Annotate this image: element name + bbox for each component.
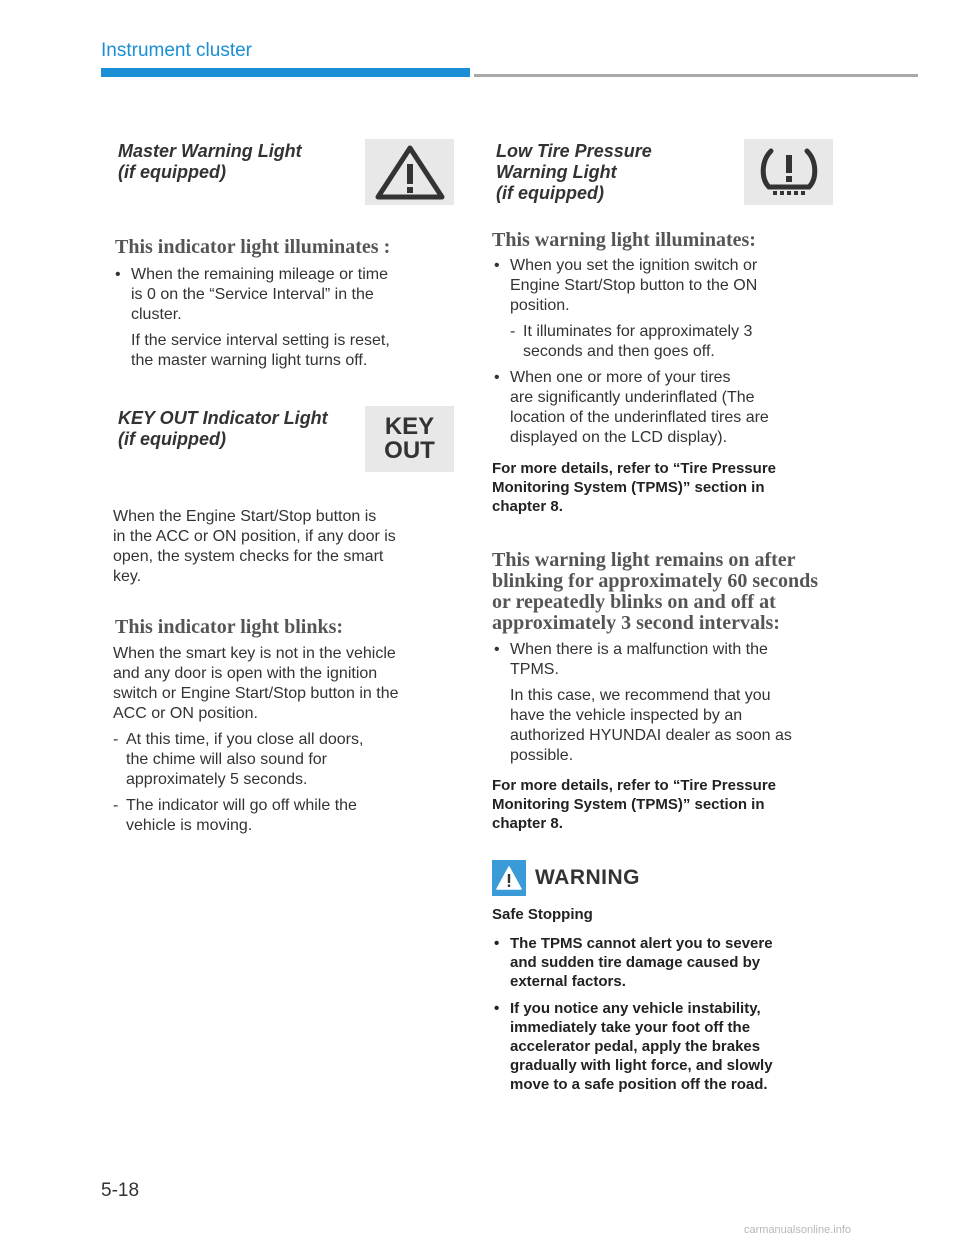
header-rule-accent bbox=[101, 68, 470, 77]
keyout-paragraph: When the Engine Start/Stop button is in the ACC or ON position, if any door is open, the system checks for the smart key. bbox=[113, 508, 396, 585]
watermark: carmanualsonline.info bbox=[744, 1224, 852, 1236]
list-item: • If you notice any vehicle instability, immediately take your foot off the accelerator pedal, apply the brakes gradually with light force, and slowly move to a safe position off the road. bbox=[492, 999, 837, 1094]
keyout-icon-line1: KEY bbox=[384, 413, 435, 440]
list-item: • When you set the ignition switch or Engine Start/Stop button to the ON position. bbox=[492, 256, 837, 316]
header-rule bbox=[474, 74, 918, 77]
warning-subtitle: Safe Stopping bbox=[492, 906, 593, 923]
master-warning-title: Master Warning Light (if equipped) bbox=[118, 141, 302, 182]
tpms-list bbox=[492, 256, 837, 448]
warning-header bbox=[492, 860, 640, 896]
warning-list bbox=[492, 934, 837, 1094]
tpms-reference-2: For more details, refer to “Tire Pressure Monitoring System (TPMS)” section in chapter 8. bbox=[492, 777, 776, 832]
list-item: - The indicator will go off while the vehicle is moving. bbox=[113, 797, 357, 834]
master-warning-icon-box bbox=[365, 139, 454, 205]
warning-triangle-icon bbox=[495, 865, 523, 891]
tpms-reference: For more details, refer to “Tire Pressure Monitoring System (TPMS)” section in chapter 8. bbox=[492, 460, 776, 515]
tpms-blinking-heading: This warning light remains on after blinking for approximately 60 seconds or repeatedly blinks on and off at approximately 3 second intervals: bbox=[492, 549, 818, 634]
section-title: Instrument cluster bbox=[101, 40, 252, 61]
warning-triangle-icon bbox=[375, 144, 445, 200]
list-item: • When there is a malfunction with the TPMS. bbox=[492, 640, 837, 680]
tpms-recommendation: In this case, we recommend that you have the vehicle inspected by an authorized HYUNDAI dealer as soon as possible. bbox=[510, 687, 792, 764]
warning-label: WARNING bbox=[535, 866, 640, 889]
list-item: • When the remaining mileage or time is 0 on the “Service Interval” in the cluster. bbox=[113, 265, 463, 325]
master-bullet-list bbox=[113, 265, 463, 371]
keyout-paragraph2: When the smart key is not in the vehicle and any door is open with the ignition switch or Engine Start/Stop button in the ACC or ON position. bbox=[113, 645, 399, 722]
keyout-blink-text bbox=[113, 644, 463, 836]
list-item: - At this time, if you close all doors, the chime will also sound for approximately 5 seconds. bbox=[113, 731, 364, 788]
page-number: 5-18 bbox=[101, 1180, 140, 1201]
warning-badge bbox=[492, 860, 526, 896]
master-illuminates-heading: This indicator light illuminates : bbox=[115, 236, 391, 258]
tpms-illuminates-heading: This warning light illuminates: bbox=[492, 229, 756, 251]
tpms-icon-box bbox=[744, 139, 833, 205]
keyout-icon-box bbox=[365, 406, 454, 472]
list-item: - It illuminates for approximately 3 seconds and then goes off. bbox=[510, 323, 753, 360]
tpms-title: Low Tire Pressure Warning Light (if equipped) bbox=[496, 141, 652, 203]
list-item: • When one or more of your tires are significantly underinflated (The location of the underinflated tires are displayed on the LCD display). bbox=[492, 368, 837, 448]
keyout-blinks-heading: This indicator light blinks: bbox=[115, 616, 344, 638]
list-item: • The TPMS cannot alert you to severe and sudden tire damage caused by external factors. bbox=[492, 934, 837, 991]
tpms-malfunction-list bbox=[492, 640, 837, 766]
master-note: If the service interval setting is reset, the master warning light turns off. bbox=[131, 332, 390, 369]
keyout-title: KEY OUT Indicator Light (if equipped) bbox=[118, 408, 328, 449]
keyout-icon-line2: OUT bbox=[384, 437, 435, 464]
tire-pressure-icon bbox=[757, 145, 821, 199]
